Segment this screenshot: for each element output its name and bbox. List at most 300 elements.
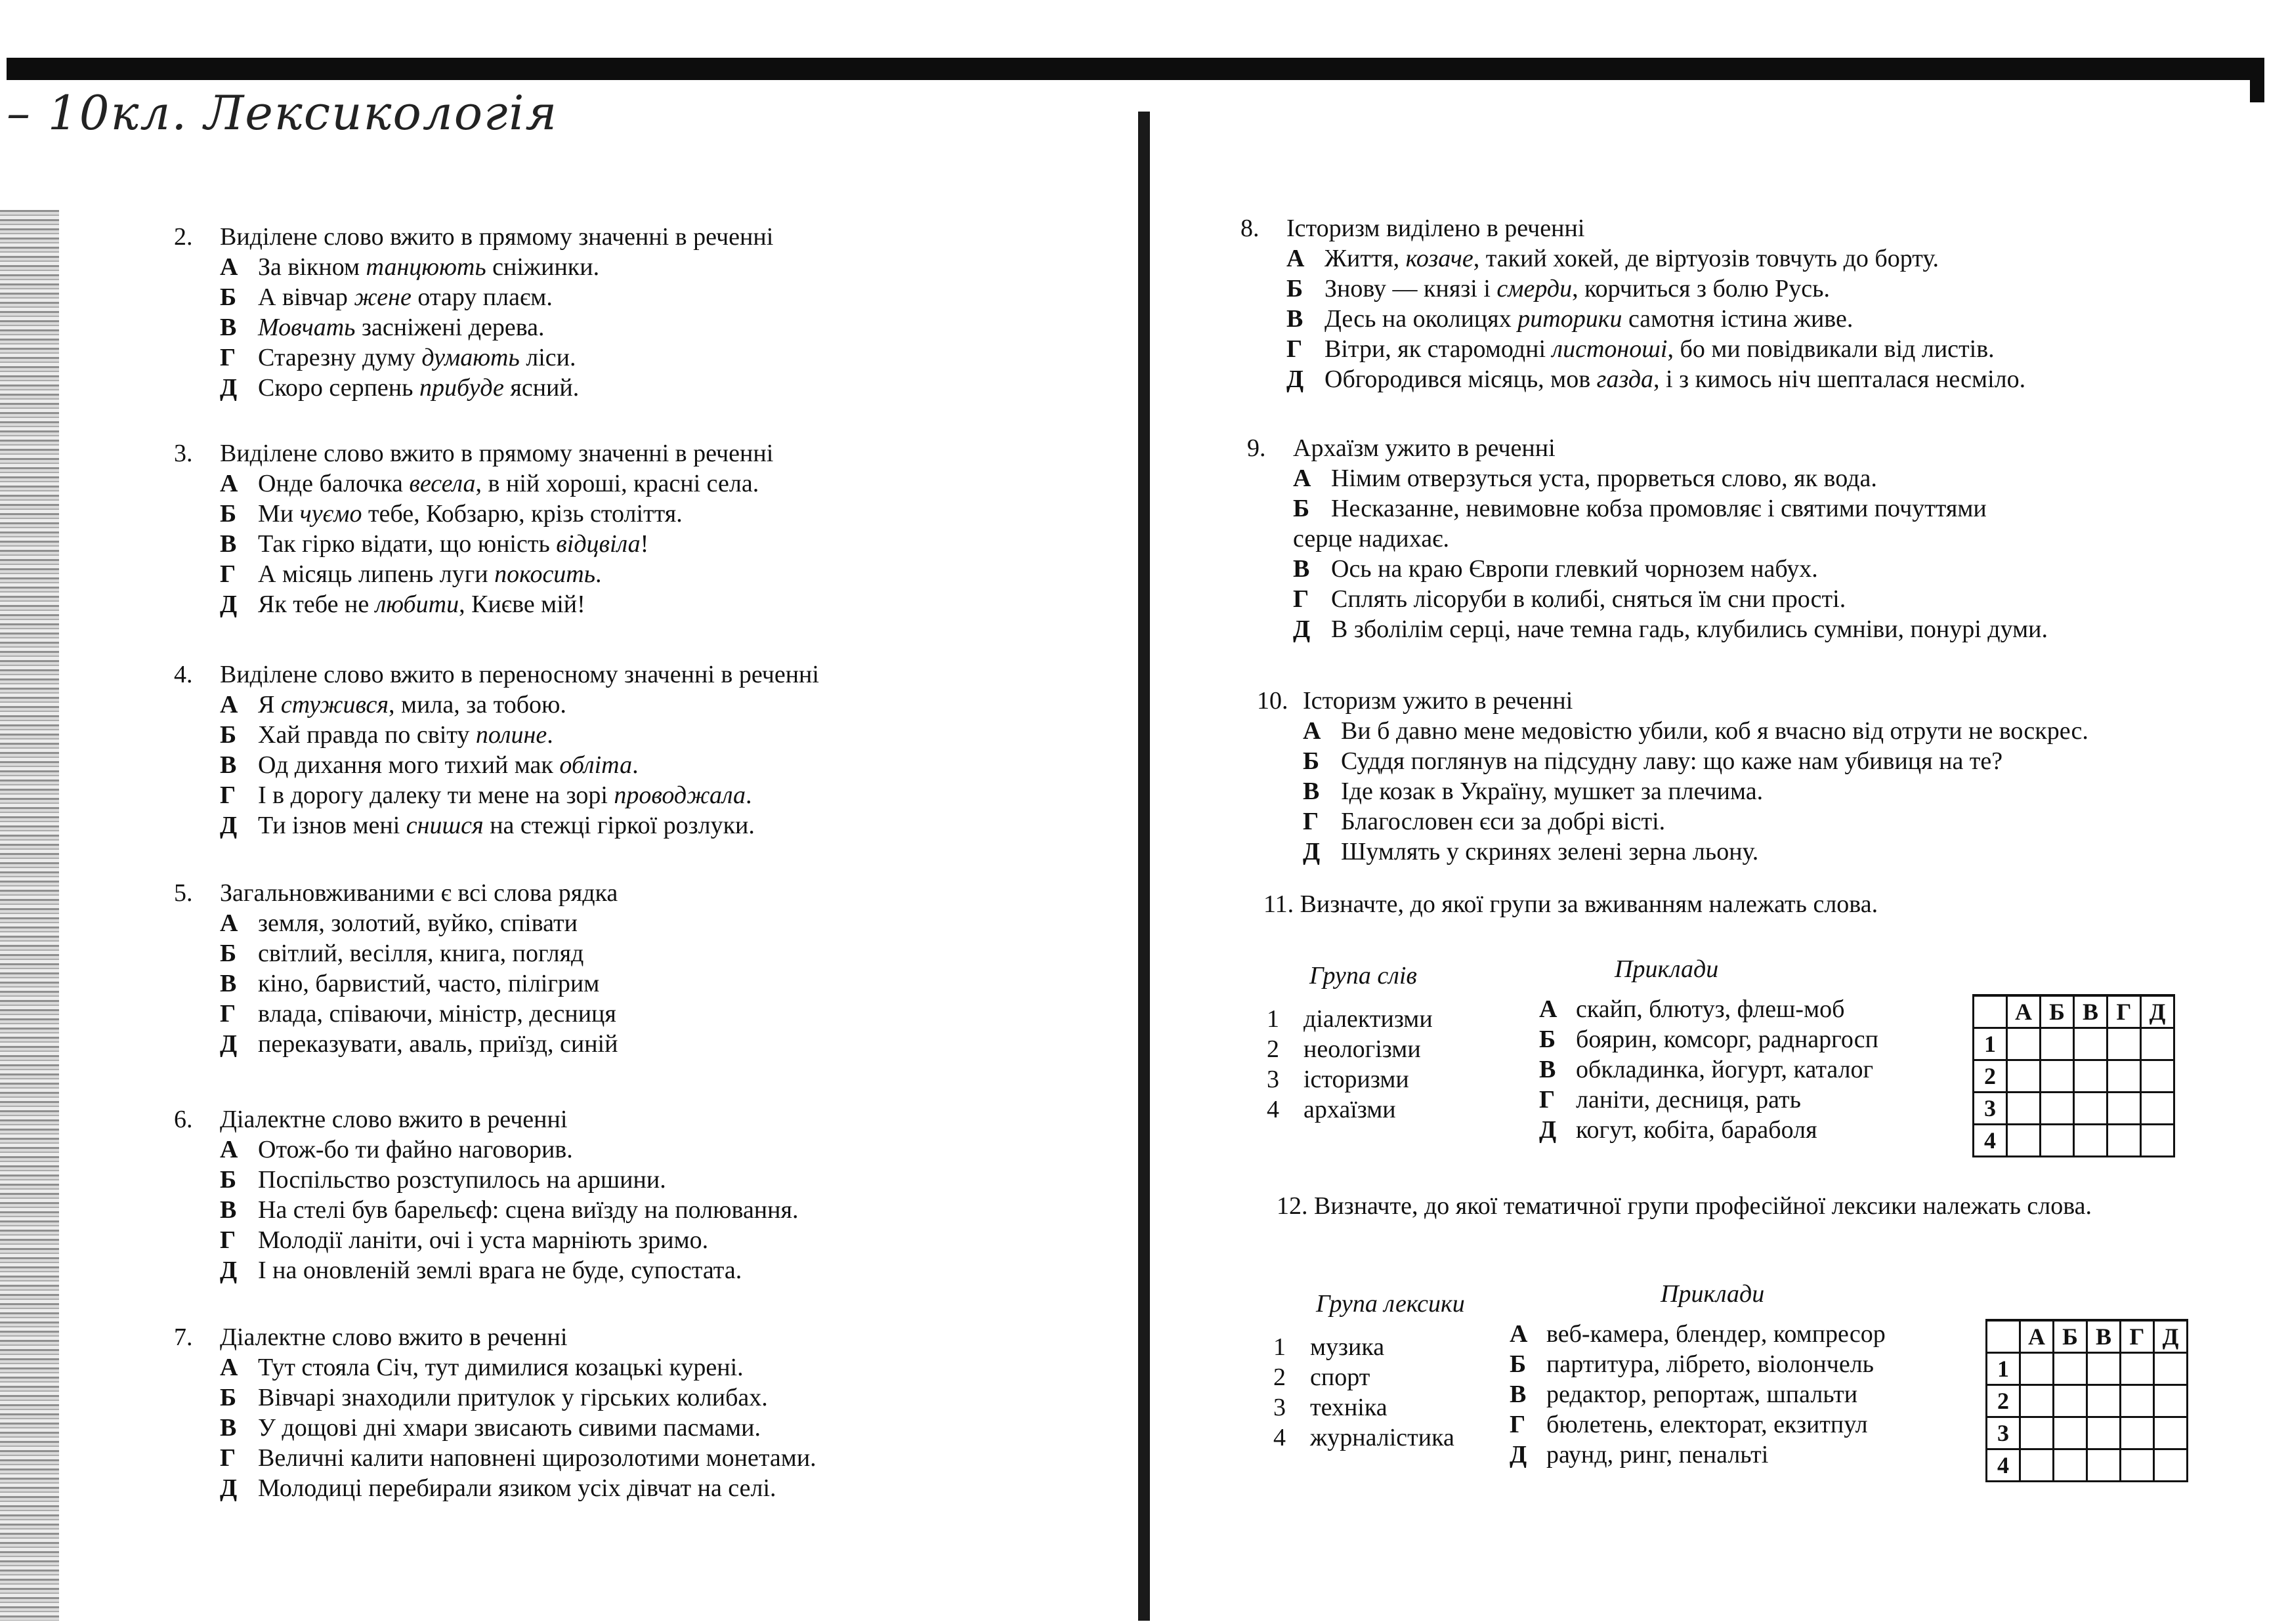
question-stem [1240, 213, 2025, 243]
option-highlighted-word: танцюють [366, 253, 486, 281]
grid-row [1974, 1028, 2174, 1060]
question-12-stem: 12. Визначте, до якої тематичної групи професійної лексики належать слова. [1277, 1192, 2092, 1220]
grid-column-header: А [2007, 995, 2041, 1028]
option-letter: Д [1286, 365, 1304, 393]
grid-answer-cell[interactable] [2041, 1125, 2074, 1157]
question-stem [174, 222, 773, 252]
grid-answer-cell[interactable] [2054, 1417, 2087, 1449]
option-letter: А [1303, 717, 1321, 745]
grid-column-header: В [2074, 995, 2108, 1028]
option-text-before: Ти ізнов мені [258, 812, 406, 839]
option-text-after: самотня істина живе. [1622, 305, 1854, 333]
item-text: обкладинка, йогурт, каталог [1576, 1056, 1874, 1083]
option-highlighted-word: газда [1596, 365, 1654, 393]
handwritten-title: – 10кл. Лексикологія [7, 85, 559, 140]
answer-option [174, 690, 819, 720]
top-bar-corner [2250, 58, 2264, 102]
answer-option [174, 252, 773, 282]
q12-group-list [1273, 1332, 1454, 1453]
grid-answer-cell[interactable] [2154, 1417, 2188, 1449]
option-text-before: Суддя поглянув на підсудну лаву: що каже нам убивиця на те? [1341, 747, 2003, 775]
answer-option [174, 499, 773, 529]
answer-option [174, 1383, 816, 1413]
grid-answer-cell[interactable] [2054, 1449, 2087, 1482]
answer-option [1257, 746, 2088, 776]
option-letter: Г [220, 1000, 236, 1028]
list-item [1267, 1064, 1433, 1094]
option-text-after: , Києве мій! [459, 591, 585, 618]
option-text-before: Життя, [1324, 245, 1406, 272]
grid-column-header: Б [2054, 1320, 2087, 1353]
grid-column-header: Д [2154, 1320, 2188, 1353]
option-text-before: Благословен єси за добрі вісті. [1341, 808, 1666, 835]
grid-row [1974, 1060, 2174, 1093]
answer-option [1240, 243, 2025, 274]
grid-answer-cell[interactable] [2141, 1028, 2174, 1060]
question-text: Загальновживаними є всі слова рядка [220, 879, 618, 907]
answer-option [174, 780, 819, 810]
list-item [1267, 1094, 1433, 1125]
grid-row [1987, 1449, 2188, 1482]
item-text: редактор, репортаж, шпальти [1546, 1381, 1858, 1408]
option-letter: В [220, 970, 237, 997]
grid-column-header: Б [2041, 995, 2074, 1028]
option-highlighted-word: снишся [406, 812, 484, 839]
option-text-after: , такий хокей, де віртуозів товчуть до борту. [1473, 245, 1939, 272]
question-text: Виділене слово вжито в переносному значенні в реченні [220, 661, 819, 688]
option-highlighted-word: стужився [280, 691, 389, 718]
option-text-after: ! [640, 530, 649, 558]
grid-answer-cell[interactable] [2054, 1385, 2087, 1417]
option-highlighted-word: риторики [1517, 305, 1622, 333]
option-text-after: сніжинки. [486, 253, 600, 281]
grid-answer-cell[interactable] [2007, 1125, 2041, 1157]
option-continuation: серце надихає. [1293, 525, 1449, 552]
item-text: діалектизми [1303, 1005, 1433, 1033]
option-highlighted-word: проводжала [614, 781, 746, 809]
item-marker: В [1510, 1381, 1527, 1408]
option-highlighted-word: смерди [1496, 275, 1573, 302]
answer-option [174, 1352, 816, 1383]
grid-answer-cell[interactable] [2087, 1353, 2121, 1385]
grid-row-header: 1 [1987, 1353, 2020, 1385]
grid-row-header: 4 [1974, 1125, 2007, 1157]
answer-option [1240, 364, 2025, 394]
option-text-before: Хай правда по світу [258, 721, 476, 749]
option-letter: А [220, 470, 238, 497]
answer-option [174, 720, 819, 750]
option-letter: А [1293, 465, 1311, 492]
option-highlighted-word: любити [375, 591, 459, 618]
option-letter: Г [1286, 335, 1303, 363]
grid-answer-cell[interactable] [2074, 1093, 2108, 1125]
list-item [1267, 1034, 1433, 1064]
list-item [1510, 1349, 1886, 1379]
option-text-before: Я [258, 691, 281, 718]
option-text-before: Іде козак в Україну, мушкет за плечима. [1341, 778, 1764, 805]
answer-option [174, 999, 618, 1029]
grid-answer-cell[interactable] [2108, 1125, 2141, 1157]
grid-answer-cell[interactable] [2154, 1353, 2188, 1385]
option-text-before: І на оновленій землі врага не буде, супостата. [258, 1257, 742, 1284]
option-letter: Б [1286, 275, 1303, 302]
list-item [1539, 1115, 1878, 1145]
grid-answer-cell[interactable] [2054, 1353, 2087, 1385]
answer-option [174, 968, 618, 999]
answer-option [1247, 584, 2048, 614]
answer-option [174, 559, 773, 589]
item-text: скайп, блютуз, флеш-моб [1576, 995, 1845, 1023]
item-marker: Г [1539, 1086, 1556, 1114]
option-letter: В [220, 314, 237, 341]
option-text-before: кіно, барвистий, часто, пілігрим [258, 970, 600, 997]
option-text-after: . [632, 751, 639, 779]
question-stem [1247, 433, 2048, 463]
option-letter: В [1286, 305, 1303, 333]
item-text: когут, кобіта, бараболя [1576, 1116, 1817, 1144]
question-number: 9. [1247, 434, 1266, 462]
question-text: Виділене слово вжито в прямому значенні в реченні [220, 223, 774, 251]
answer-option [1247, 554, 2048, 584]
grid-answer-cell[interactable] [2007, 1093, 2041, 1125]
item-marker: 4 [1273, 1424, 1286, 1451]
option-letter: А [220, 1354, 238, 1381]
question-text: Історизм виділено в реченні [1286, 215, 1585, 242]
option-letter: В [220, 1196, 237, 1224]
grid-row [1987, 1353, 2188, 1385]
grid-answer-cell[interactable] [2041, 1093, 2074, 1125]
option-text-before: Молодиці перебирали язиком усіх дівчат на селі. [258, 1474, 776, 1502]
question-9 [1247, 433, 2048, 644]
option-highlighted-word: покосить [494, 560, 596, 588]
item-text: раунд, ринг, пенальті [1546, 1441, 1769, 1468]
item-text: боярин, комсорг, раднаргосп [1576, 1026, 1878, 1053]
option-letter: А [220, 253, 238, 281]
answer-option [174, 343, 773, 373]
option-text-before: Німим отверзуться уста, прорветься слово, як вода. [1331, 465, 1877, 492]
question-stem [174, 878, 618, 908]
option-text-before: Старезну думу [258, 344, 422, 371]
option-text-before: Шумлять у скринях зелені зерна льону. [1341, 838, 1759, 865]
question-7 [174, 1322, 816, 1503]
option-text-before: Вівчарі знаходили притулок у гірських колибах. [258, 1384, 768, 1411]
grid-column-header: Д [2141, 995, 2174, 1028]
q12-group-header: Група лексики [1316, 1290, 1465, 1318]
answer-option [174, 938, 618, 968]
answer-option [1247, 614, 2048, 644]
answer-option [174, 589, 773, 619]
grid-answer-cell[interactable] [2074, 1125, 2108, 1157]
list-item [1273, 1392, 1454, 1423]
question-number: 6. [174, 1106, 193, 1133]
grid-answer-cell[interactable] [2121, 1353, 2154, 1385]
option-text-before: світлий, весілля, книга, погляд [258, 940, 584, 967]
grid-answer-cell[interactable] [2007, 1028, 2041, 1060]
question-stem [174, 659, 819, 690]
question-number: 10. [1257, 687, 1288, 715]
list-item [1510, 1409, 1886, 1440]
answer-option [174, 1029, 618, 1059]
grid-answer-cell[interactable] [2141, 1125, 2174, 1157]
answer-option [1257, 837, 2088, 867]
question-number: 3. [174, 440, 193, 467]
option-text-before: Знову — князі і [1324, 275, 1497, 302]
option-text-after: . [595, 560, 602, 588]
answer-option [1247, 463, 2048, 493]
grid-answer-cell[interactable] [2020, 1449, 2054, 1482]
answer-option [174, 468, 773, 499]
option-letter: В [1303, 778, 1320, 805]
option-letter: Д [220, 591, 238, 618]
top-black-bar [7, 58, 2264, 80]
item-marker: 3 [1273, 1394, 1286, 1421]
option-letter: В [220, 751, 237, 779]
grid-answer-cell[interactable] [2141, 1060, 2174, 1093]
answer-option [174, 282, 773, 312]
list-item [1273, 1332, 1454, 1362]
option-text-before: Вітри, як старомодні [1324, 335, 1552, 363]
answer-option [174, 1225, 798, 1255]
answer-option [174, 373, 773, 403]
answer-option [174, 1195, 798, 1225]
question-text: Архаїзм ужито в реченні [1293, 434, 1556, 462]
answer-option [174, 1413, 816, 1443]
scan-edge-shadow [0, 210, 59, 1621]
grid-answer-cell[interactable] [2154, 1385, 2188, 1417]
option-text-after: на стежці гіркої розлуки. [483, 812, 755, 839]
option-letter: Г [220, 560, 236, 588]
option-highlighted-word: обліта [559, 751, 633, 779]
option-highlighted-word: полине [475, 721, 547, 749]
grid-answer-cell[interactable] [2087, 1385, 2121, 1417]
option-letter: А [220, 691, 238, 718]
grid-answer-cell[interactable] [2020, 1385, 2054, 1417]
q12-answer-grid [1985, 1319, 2188, 1482]
q11-group-list [1267, 1004, 1433, 1125]
option-text-before: Молодії ланіти, очі і уста марніють зримо. [258, 1226, 709, 1254]
grid-answer-cell[interactable] [2087, 1417, 2121, 1449]
answer-option [1257, 776, 2088, 806]
grid-row-header: 2 [1987, 1385, 2020, 1417]
answer-option [174, 1255, 798, 1285]
grid-row [1974, 1093, 2174, 1125]
option-letter: Д [220, 374, 238, 402]
question-8 [1240, 213, 2025, 394]
question-number: 2. [174, 223, 193, 251]
list-item [1539, 994, 1878, 1024]
list-item [1510, 1379, 1886, 1409]
grid-answer-cell[interactable] [2121, 1385, 2154, 1417]
grid-row-header: 1 [1974, 1028, 2007, 1060]
option-letter: Б [220, 500, 237, 528]
option-text-after: , бо ми повідвикали від листів. [1667, 335, 1995, 363]
option-text-before: Десь на околицях [1324, 305, 1518, 333]
grid-answer-cell[interactable] [2087, 1449, 2121, 1482]
grid-row [1987, 1385, 2188, 1417]
grid-answer-cell[interactable] [2141, 1093, 2174, 1125]
answer-option [174, 1443, 816, 1473]
question-number: 5. [174, 879, 193, 907]
option-letter: А [220, 909, 238, 937]
list-item [1267, 1004, 1433, 1034]
question-5 [174, 878, 618, 1059]
option-text-before: Од дихання мого тихий мак [258, 751, 560, 779]
answer-option [1240, 334, 2025, 364]
option-text-before: В зболілім серці, наче темна гадь, клубились сумніви, понурі думи. [1331, 615, 2048, 643]
question-number: 4. [174, 661, 193, 688]
list-item [1539, 1085, 1878, 1115]
option-text-before: І в дорогу далеку ти мене на зорі [258, 781, 614, 809]
option-highlighted-word: прибуде [419, 374, 504, 402]
item-text: архаїзми [1303, 1096, 1396, 1123]
grid-header-row [1987, 1320, 2188, 1353]
grid-answer-cell[interactable] [2041, 1060, 2074, 1093]
q11-examples-header: Приклади [1615, 955, 1719, 983]
option-letter: Б [220, 721, 237, 749]
option-text-before: Ось на краю Європи глевкий чорнозем набух. [1331, 555, 1818, 583]
question-text: Діалектне слово вжито в реченні [220, 1323, 568, 1351]
option-text-before: Скоро серпень [258, 374, 419, 402]
q11-group-header: Група слів [1309, 962, 1417, 989]
answer-option [174, 312, 773, 343]
answer-option [1257, 716, 2088, 746]
option-letter: Д [1293, 615, 1311, 643]
item-text: партитура, лібрето, віолончель [1546, 1350, 1875, 1378]
grid-column-header: А [2020, 1320, 2054, 1353]
answer-option [174, 750, 819, 780]
answer-option [174, 529, 773, 559]
grid-answer-cell[interactable] [2108, 1060, 2141, 1093]
option-text-before: Тут стояла Січ, тут димилися козацькі курені. [258, 1354, 744, 1381]
option-text-before: Ви б давно мене медовістю убили, коб я вчасно від отрути не воскрес. [1341, 717, 2088, 745]
grid-answer-cell[interactable] [2020, 1353, 2054, 1385]
item-text: неологізми [1303, 1035, 1421, 1063]
option-letter: Б [220, 1166, 237, 1194]
option-text-after: тебе, Кобзарю, крізь століття. [362, 500, 683, 528]
answer-option [1247, 493, 2048, 524]
q12-examples-list [1510, 1319, 1886, 1470]
option-text-after: . [547, 721, 553, 749]
option-highlighted-word: листоноші [1552, 335, 1668, 363]
option-text-before: Ми [258, 500, 300, 528]
option-text-before: Як тебе не [258, 591, 375, 618]
question-stem [174, 1104, 798, 1135]
grid-answer-cell[interactable] [2074, 1028, 2108, 1060]
question-2 [174, 222, 773, 403]
option-text-before: Обгородився місяць, мов [1324, 365, 1597, 393]
option-text-before: влада, співаючи, міністр, десниця [258, 1000, 616, 1028]
question-number: 7. [174, 1323, 193, 1351]
option-letter: Б [1293, 495, 1310, 522]
item-text: бюлетень, електорат, екзитпул [1546, 1411, 1868, 1438]
grid-answer-cell[interactable] [2121, 1449, 2154, 1482]
grid-answer-cell[interactable] [2041, 1028, 2074, 1060]
option-text-after: , і з кимось ніч шепталася несміло. [1653, 365, 2026, 393]
item-marker: Д [1539, 1116, 1557, 1144]
grid-row-header: 3 [1987, 1417, 2020, 1449]
option-text-after: засніжені дерева. [355, 314, 545, 341]
question-text: Історизм ужито в реченні [1303, 687, 1573, 715]
item-marker: Г [1510, 1411, 1526, 1438]
answer-option [174, 1473, 816, 1503]
option-highlighted-word: відцвіла [556, 530, 641, 558]
option-highlighted-word: козаче [1405, 245, 1473, 272]
option-text-after: , в ній хороші, красні села. [475, 470, 759, 497]
grid-answer-cell[interactable] [2007, 1060, 2041, 1093]
grid-answer-cell[interactable] [2154, 1449, 2188, 1482]
option-text-before: А вівчар [258, 283, 354, 311]
option-letter: А [1286, 245, 1305, 272]
answer-option [174, 1165, 798, 1195]
question-10 [1257, 686, 2088, 867]
grid-row-header: 2 [1974, 1060, 2007, 1093]
grid-row [1974, 1125, 2174, 1157]
grid-answer-cell[interactable] [2121, 1417, 2154, 1449]
answer-option [1240, 274, 2025, 304]
question-11-stem: 11. Визначте, до якої групи за вживанням належать слова. [1263, 890, 1878, 918]
option-letter: Д [220, 1030, 238, 1058]
option-highlighted-word: чуємо [299, 500, 362, 528]
option-letter: В [220, 1414, 237, 1442]
option-highlighted-word: думають [421, 344, 520, 371]
answer-option [174, 908, 618, 938]
option-text-before: За вікном [258, 253, 366, 281]
question-text: Діалектне слово вжито в реченні [220, 1106, 568, 1133]
item-marker: 1 [1273, 1333, 1286, 1361]
grid-answer-cell[interactable] [2074, 1060, 2108, 1093]
list-item [1510, 1319, 1886, 1349]
grid-answer-cell[interactable] [2108, 1028, 2141, 1060]
option-text-before: Онде балочка [258, 470, 410, 497]
item-marker: Б [1539, 1026, 1556, 1053]
answer-option [1257, 806, 2088, 837]
list-item [1273, 1362, 1454, 1392]
option-text-after: , мила, за тобою. [389, 691, 566, 718]
option-letter: Г [1293, 585, 1309, 613]
item-text: історизми [1303, 1066, 1409, 1093]
option-text-after: . [746, 781, 752, 809]
q12-examples-header: Приклади [1661, 1280, 1765, 1308]
grid-row-header: 4 [1987, 1449, 2020, 1482]
item-marker: А [1539, 995, 1557, 1023]
item-text: спорт [1310, 1364, 1370, 1391]
option-text-after: , корчиться з болю Русь. [1572, 275, 1830, 302]
list-item [1510, 1440, 1886, 1470]
grid-answer-cell[interactable] [2020, 1417, 2054, 1449]
option-letter: Г [220, 1444, 236, 1472]
question-6 [174, 1104, 798, 1285]
question-4 [174, 659, 819, 841]
option-letter: Г [220, 781, 236, 809]
option-letter: Д [220, 1474, 238, 1502]
option-letter: Б [220, 1384, 237, 1411]
option-text-before: У дощові дні хмари звисають сивими пасмами. [258, 1414, 761, 1442]
item-text: музика [1310, 1333, 1385, 1361]
grid-answer-cell[interactable] [2108, 1093, 2141, 1125]
grid-column-header: Г [2121, 1320, 2154, 1353]
option-text-before: переказувати, аваль, приїзд, синій [258, 1030, 618, 1058]
option-text-before: Несказанне, невимовне кобза промовляє і святими почуттями [1331, 495, 1987, 522]
list-item [1273, 1423, 1454, 1453]
q11-answer-grid [1972, 994, 2175, 1157]
item-marker: 2 [1273, 1364, 1286, 1391]
option-letter: Г [220, 1226, 236, 1254]
option-letter: В [220, 530, 237, 558]
book-spine [1138, 112, 1150, 1621]
answer-option [174, 810, 819, 841]
grid-header-row [1974, 995, 2174, 1028]
option-text-before: На стелі був барельєф: сцена виїзду на полювання. [258, 1196, 799, 1224]
